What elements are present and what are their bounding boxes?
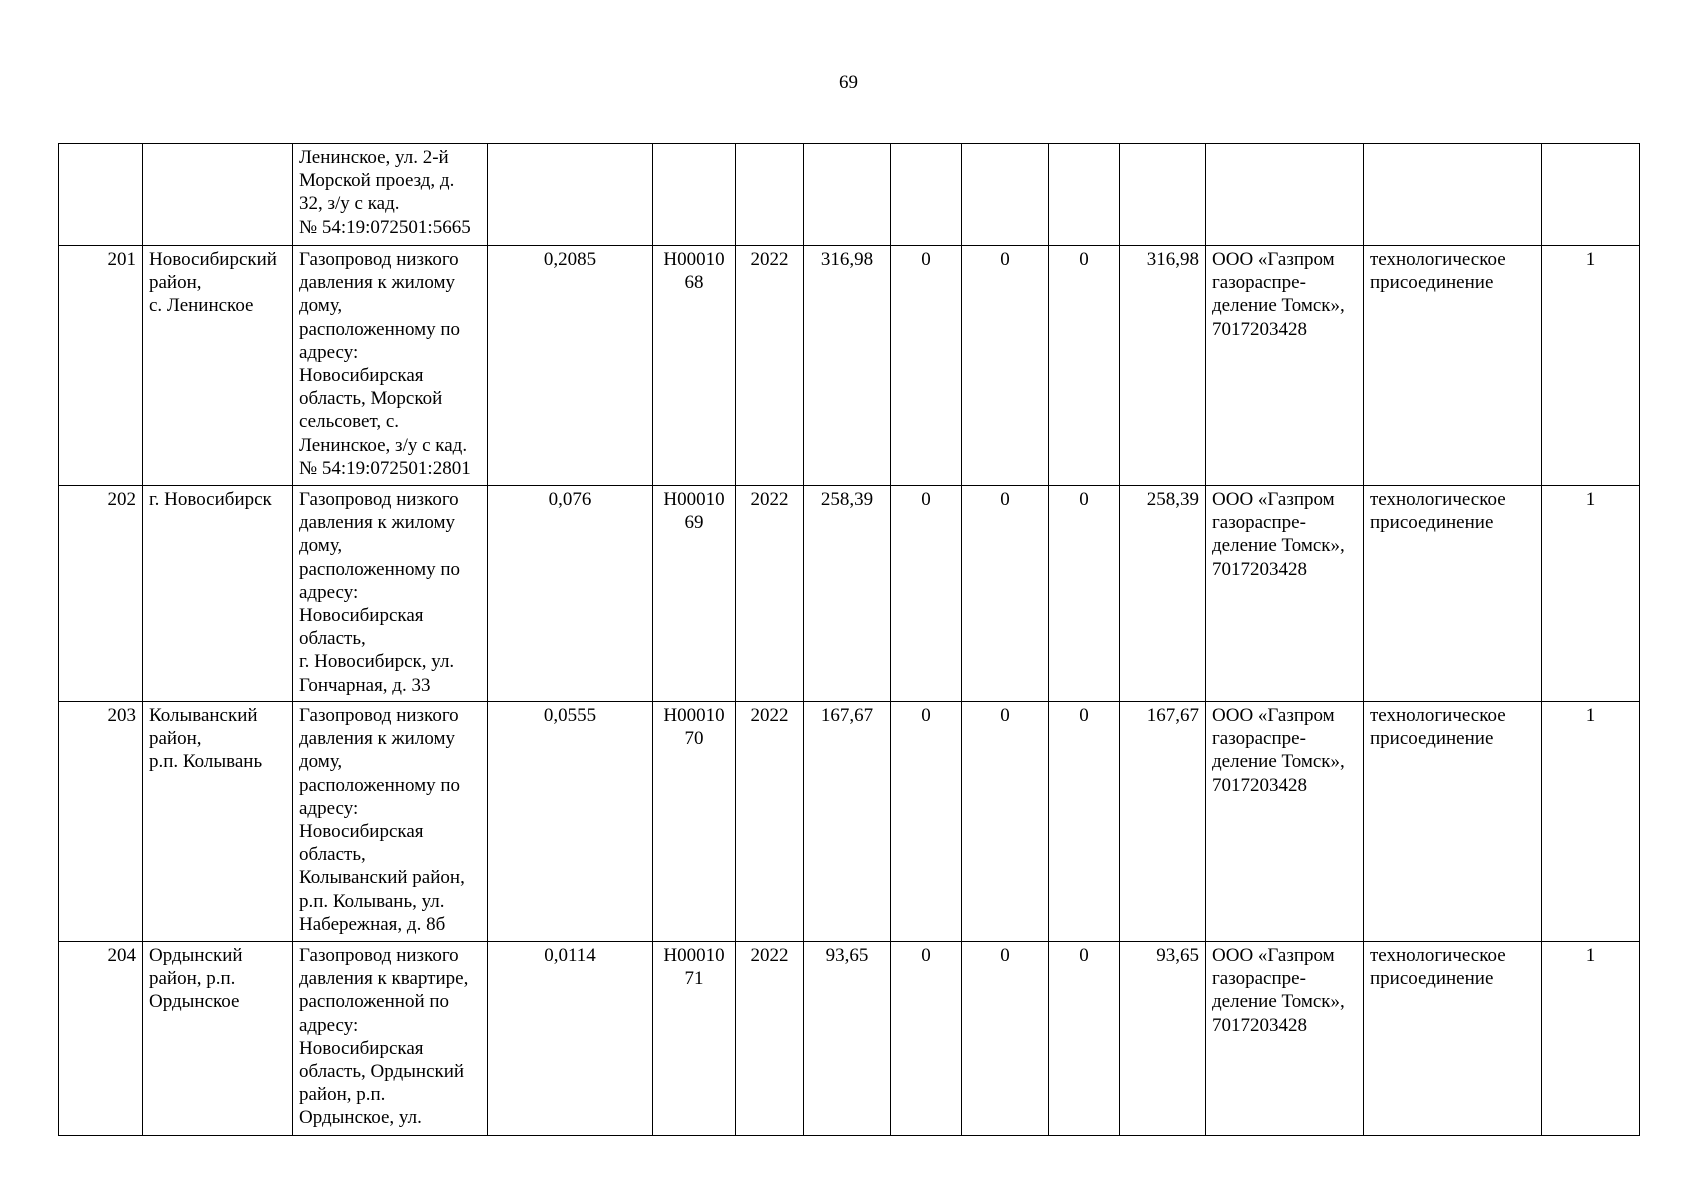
cell-value-a: 0: [891, 486, 962, 702]
cell-description-line: № 54:19:072501:5665: [299, 216, 471, 238]
cell-description-line: Газопровод низкого: [299, 945, 459, 966]
cell-row-number: 204: [59, 942, 143, 1136]
cell-total: 258,39: [804, 486, 891, 702]
cell-company-line: деление Томск»,: [1212, 991, 1345, 1013]
table-row: [59, 144, 1640, 246]
cell-description-line: Новосибирская: [299, 365, 424, 387]
cell-description-line: Газопровод низкого: [299, 489, 459, 510]
cell-total-2: 167,67: [1120, 702, 1206, 942]
cell-description-line: сельсовет, с.: [299, 411, 400, 433]
cell-year: 2022: [736, 246, 804, 486]
cell-inventory-number: [653, 486, 736, 702]
cell-company-line: 7017203428: [1212, 774, 1307, 796]
cell-description-line: адресу:: [299, 1014, 359, 1036]
cell-reason: [1364, 144, 1542, 246]
cell-municipality-line: Ордынское: [149, 991, 240, 1013]
cell-description: [293, 702, 488, 942]
cell-company-line: ООО «Газпром: [1212, 945, 1335, 966]
cell-value-c: 0: [1049, 942, 1120, 1136]
cell-length: [488, 144, 653, 246]
table-row: [59, 702, 1640, 942]
cell-description-line: давления к жилому: [299, 512, 455, 534]
cell-inventory-number-line: Н00010: [663, 249, 725, 270]
cell-value-c: 0: [1049, 246, 1120, 486]
cell-description-line: Новосибирская: [299, 1037, 424, 1059]
cell-reason: [1364, 702, 1542, 942]
table-row: [59, 486, 1640, 702]
cell-company-line: ООО «Газпром: [1212, 489, 1335, 510]
cell-reason: [1364, 486, 1542, 702]
cell-company: [1206, 246, 1364, 486]
cell-inventory-number-line: 71: [684, 968, 704, 990]
cell-reason-line: присоединение: [1370, 272, 1494, 294]
cell-description-line: Морской проезд, д.: [299, 170, 455, 192]
cell-inventory-number-line: 68: [684, 272, 704, 294]
cell-description: [293, 246, 488, 486]
cell-total-2: 93,65: [1120, 942, 1206, 1136]
cell-value-b: 0: [962, 486, 1049, 702]
cell-municipality: [143, 702, 293, 942]
cell-company-line: деление Томск»,: [1212, 535, 1345, 557]
cell-company-line: деление Томск»,: [1212, 751, 1345, 773]
cell-municipality: [143, 144, 293, 246]
cell-company-line: газораспре-: [1212, 728, 1306, 750]
cell-reason: [1364, 246, 1542, 486]
cell-value-b: 0: [962, 942, 1049, 1136]
cell-reason-line: технологическое: [1370, 945, 1506, 966]
cell-total: [804, 144, 891, 246]
cell-year: [736, 144, 804, 246]
cell-length: 0,0555: [488, 702, 653, 942]
cell-value-c: 0: [1049, 702, 1120, 942]
cell-value-a: 0: [891, 702, 962, 942]
cell-company: [1206, 144, 1364, 246]
cell-municipality: [143, 486, 293, 702]
cell-company-line: газораспре-: [1212, 272, 1306, 294]
cell-description-line: расположенному по: [299, 774, 461, 796]
cell-municipality-line: с. Ленинское: [149, 295, 254, 317]
cell-description-line: область,: [299, 628, 366, 650]
cell-municipality-line: р.п. Колывань: [149, 751, 263, 773]
cell-description-line: дому,: [299, 535, 343, 557]
cell-row-number: 202: [59, 486, 143, 702]
cell-value-c: [1049, 144, 1120, 246]
cell-description-line: р.п. Колывань, ул.: [299, 890, 445, 912]
cell-value-b: 0: [962, 246, 1049, 486]
cell-value-a: [891, 144, 962, 246]
cell-inventory-number: [653, 942, 736, 1136]
cell-description-line: Ленинское, з/у с кад.: [299, 434, 468, 456]
cell-description-line: область,: [299, 844, 366, 866]
cell-description-line: адресу:: [299, 341, 359, 363]
cell-description: [293, 942, 488, 1136]
cell-company: [1206, 942, 1364, 1136]
cell-inventory-number-line: Н00010: [663, 945, 725, 966]
cell-description-line: район, р.п.: [299, 1084, 386, 1106]
cell-description-line: Набережная, д. 8б: [299, 913, 446, 935]
cell-company-line: газораспре-: [1212, 512, 1306, 534]
cell-company: [1206, 702, 1364, 942]
cell-company-line: газораспре-: [1212, 968, 1306, 990]
cell-year: 2022: [736, 702, 804, 942]
cell-description: [293, 144, 488, 246]
cell-description-line: расположенной по: [299, 991, 450, 1013]
cell-description-line: дому,: [299, 295, 343, 317]
cell-description-line: адресу:: [299, 797, 359, 819]
cell-company-line: 7017203428: [1212, 318, 1307, 340]
cell-company: [1206, 486, 1364, 702]
cell-description-line: дому,: [299, 751, 343, 773]
cell-municipality-line: район, р.п.: [149, 968, 236, 990]
cell-count: 1: [1542, 246, 1640, 486]
cell-description-line: область, Морской: [299, 388, 443, 410]
cell-description: [293, 486, 488, 702]
cell-count: 1: [1542, 486, 1640, 702]
data-table: [58, 143, 1640, 1136]
cell-inventory-number-line: 70: [684, 728, 704, 750]
cell-reason-line: технологическое: [1370, 249, 1506, 270]
cell-reason: [1364, 942, 1542, 1136]
cell-municipality: [143, 246, 293, 486]
cell-municipality: [143, 942, 293, 1136]
cell-description-line: Гончарная, д. 33: [299, 674, 431, 696]
cell-inventory-number-line: 69: [684, 512, 704, 534]
cell-inventory-number: [653, 246, 736, 486]
cell-total-2: 258,39: [1120, 486, 1206, 702]
cell-description-line: Ленинское, ул. 2-й: [299, 147, 449, 168]
cell-company-line: 7017203428: [1212, 558, 1307, 580]
cell-inventory-number-line: Н00010: [663, 489, 725, 510]
cell-company-line: ООО «Газпром: [1212, 249, 1335, 270]
page-number: 69: [839, 72, 858, 93]
cell-length: 0,076: [488, 486, 653, 702]
cell-inventory-number: [653, 144, 736, 246]
cell-year: 2022: [736, 486, 804, 702]
cell-company-line: ООО «Газпром: [1212, 705, 1335, 726]
cell-municipality-line: район,: [149, 728, 202, 750]
cell-value-b: 0: [962, 702, 1049, 942]
cell-description-line: Колыванский район,: [299, 867, 465, 889]
cell-value-c: 0: [1049, 486, 1120, 702]
cell-total: 167,67: [804, 702, 891, 942]
cell-count: 1: [1542, 942, 1640, 1136]
cell-row-number: 201: [59, 246, 143, 486]
cell-company-line: деление Томск»,: [1212, 295, 1345, 317]
cell-description-line: Газопровод низкого: [299, 705, 459, 726]
cell-description-line: область, Ордынский: [299, 1061, 465, 1083]
cell-description-line: Газопровод низкого: [299, 249, 459, 270]
cell-municipality-line: район,: [149, 272, 202, 294]
cell-description-line: Ордынское, ул.: [299, 1107, 422, 1129]
cell-description-line: давления к жилому: [299, 728, 455, 750]
cell-reason-line: присоединение: [1370, 512, 1494, 534]
cell-count: 1: [1542, 702, 1640, 942]
cell-description-line: № 54:19:072501:2801: [299, 457, 471, 479]
cell-reason-line: присоединение: [1370, 728, 1494, 750]
cell-description-line: давления к жилому: [299, 272, 455, 294]
cell-description-line: расположенному по: [299, 558, 461, 580]
cell-reason-line: присоединение: [1370, 968, 1494, 990]
cell-total: 316,98: [804, 246, 891, 486]
table-row: [59, 942, 1640, 1136]
table-row: [59, 246, 1640, 486]
cell-row-number: 203: [59, 702, 143, 942]
cell-description-line: г. Новосибирск, ул.: [299, 651, 455, 673]
cell-municipality-line: Ордынский: [149, 945, 243, 966]
cell-length: 0,2085: [488, 246, 653, 486]
cell-municipality-line: Колыванский: [149, 705, 258, 726]
cell-total-2: [1120, 144, 1206, 246]
cell-value-a: 0: [891, 246, 962, 486]
cell-total: 93,65: [804, 942, 891, 1136]
cell-municipality-line: г. Новосибирск: [149, 489, 272, 510]
cell-description-line: давления к квартире,: [299, 968, 469, 990]
cell-length: 0,0114: [488, 942, 653, 1136]
cell-description-line: Новосибирская: [299, 821, 424, 843]
cell-municipality-line: Новосибирский: [149, 249, 277, 270]
cell-inventory-number: [653, 702, 736, 942]
cell-value-b: [962, 144, 1049, 246]
cell-description-line: адресу:: [299, 581, 359, 603]
cell-year: 2022: [736, 942, 804, 1136]
cell-description-line: Новосибирская: [299, 605, 424, 627]
cell-reason-line: технологическое: [1370, 489, 1506, 510]
cell-total-2: 316,98: [1120, 246, 1206, 486]
cell-reason-line: технологическое: [1370, 705, 1506, 726]
cell-count: [1542, 144, 1640, 246]
cell-company-line: 7017203428: [1212, 1014, 1307, 1036]
cell-value-a: 0: [891, 942, 962, 1136]
cell-description-line: расположенному по: [299, 318, 461, 340]
cell-description-line: 32, з/у с кад.: [299, 193, 400, 215]
cell-inventory-number-line: Н00010: [663, 705, 725, 726]
cell-row-number: [59, 144, 143, 246]
